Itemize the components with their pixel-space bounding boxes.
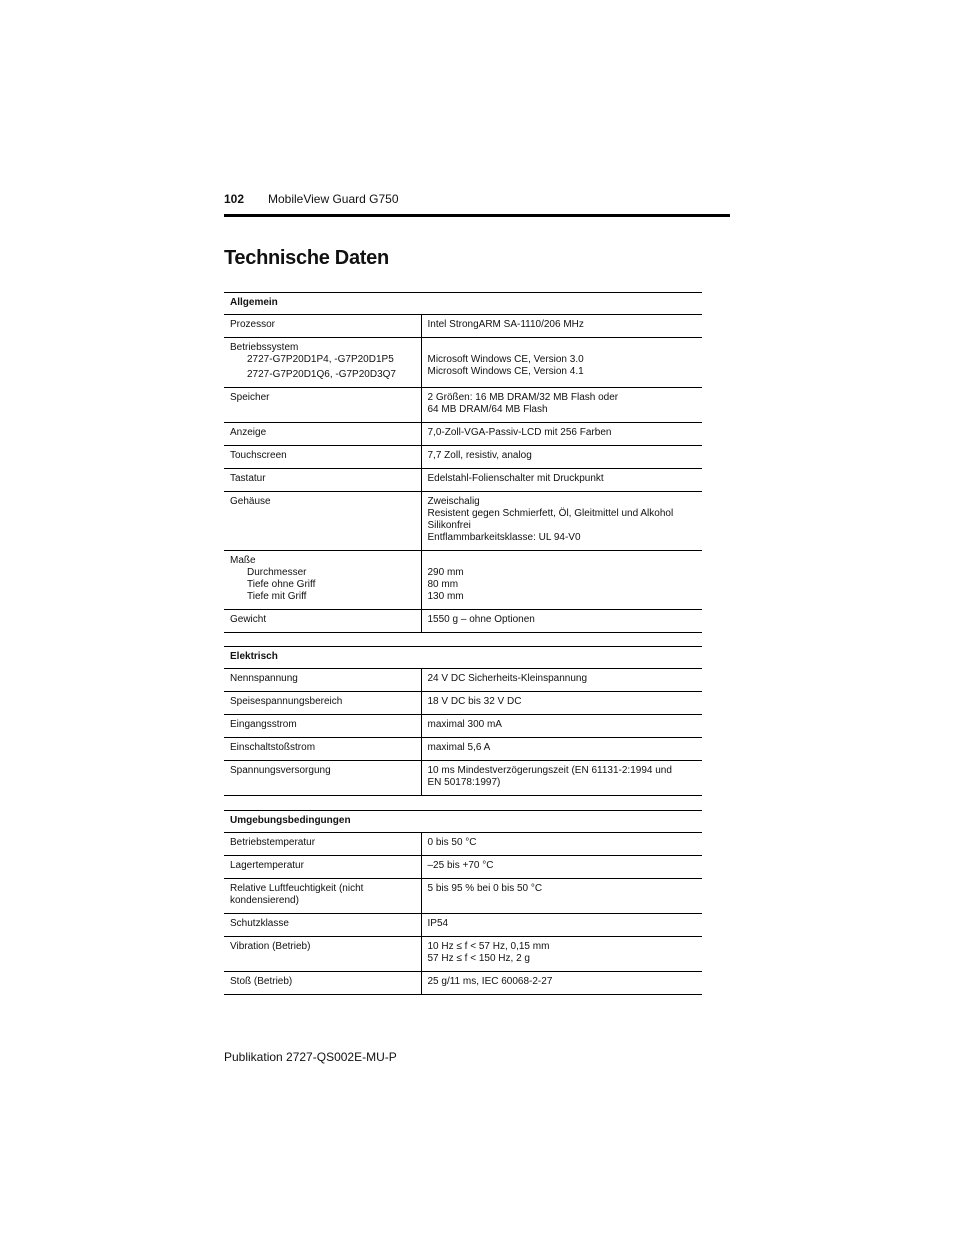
table-row [224, 469, 702, 492]
row-value-line: Zweischalig [427, 496, 480, 507]
row-label: Touchscreen [224, 446, 421, 469]
row-value: 18 V DC bis 32 V DC [421, 692, 702, 715]
row-label: Betriebstemperatur [224, 833, 421, 856]
row-label: Lagertemperatur [224, 856, 421, 879]
row-value: maximal 5,6 A [421, 738, 702, 761]
row-value: –25 bis +70 °C [421, 856, 702, 879]
table-row [224, 315, 702, 338]
table-row [224, 856, 702, 879]
row-label [224, 879, 421, 914]
row-value-line: 10 Hz ≤ f < 57 Hz, 0,15 mm [427, 941, 550, 952]
row-label: Eingangsstrom [224, 715, 421, 738]
row-sublabel: 2727-G7P20D1Q6, -G7P20D3Q7 [247, 369, 396, 380]
row-value-line: Resistent gegen Schmierfett, Öl, Gleitmittel und Alkohol [427, 508, 674, 519]
row-value [421, 761, 702, 796]
table-heading-row [224, 811, 702, 833]
table-row [224, 738, 702, 761]
row-label: Anzeige [224, 423, 421, 446]
row-value: Intel StrongARM SA-1110/206 MHz [421, 315, 702, 338]
row-value: 5 bis 95 % bei 0 bis 50 °C [421, 879, 702, 914]
publication-footer: Publikation 2727-QS002E-MU-P [224, 1050, 397, 1064]
row-value-line: Microsoft Windows CE, Version 3.0 [427, 354, 584, 365]
table-row [224, 551, 702, 610]
section-title: Technische Daten [224, 247, 389, 269]
row-sublabel: Tiefe ohne Griff [247, 579, 316, 590]
row-value [421, 492, 702, 551]
table-row [224, 423, 702, 446]
document-title: MobileView Guard G750 [268, 192, 399, 206]
table-row [224, 972, 702, 995]
row-value: 1550 g – ohne Optionen [421, 610, 702, 633]
row-value-line: Entflammbarkeitsklasse: UL 94-V0 [427, 532, 581, 543]
spec-table-elektrisch [224, 646, 702, 796]
row-sublabel: Tiefe mit Griff [247, 591, 307, 602]
table-row [224, 446, 702, 469]
table-heading: Allgemein [224, 293, 702, 315]
page-number: 102 [224, 192, 245, 206]
row-value-line: 10 ms Mindestverzögerungszeit (EN 61131-2:1994 und [427, 765, 672, 776]
table-row [224, 388, 702, 423]
row-value-line: 2 Größen: 16 MB DRAM/32 MB Flash oder [427, 392, 619, 403]
row-label: Speisespannungsbereich [224, 692, 421, 715]
table-heading: Elektrisch [224, 647, 702, 669]
row-label: Nennspannung [224, 669, 421, 692]
row-value-line: 80 mm [427, 579, 459, 590]
row-label: Prozessor [224, 315, 421, 338]
row-value [421, 551, 702, 610]
row-value: 25 g/11 ms, IEC 60068-2-27 [421, 972, 702, 995]
row-value: IP54 [421, 914, 702, 937]
row-label: Schutzklasse [224, 914, 421, 937]
spec-table-allgemein [224, 292, 702, 633]
table-row [224, 937, 702, 972]
table-row [224, 879, 702, 914]
table-row [224, 715, 702, 738]
row-label: Spannungsversorgung [224, 761, 421, 796]
spec-table-umgebung [224, 810, 702, 995]
table-row [224, 338, 702, 388]
row-sublabel: Durchmesser [247, 567, 307, 578]
row-value-line: EN 50178:1997) [427, 777, 501, 788]
row-value-line: 290 mm [427, 567, 464, 578]
table-row [224, 914, 702, 937]
row-label [224, 551, 421, 610]
row-label-text: Betriebssystem [230, 342, 299, 353]
table-row [224, 669, 702, 692]
row-value-line: 57 Hz ≤ f < 150 Hz, 2 g [427, 953, 530, 964]
table-heading: Umgebungsbedingungen [224, 811, 702, 833]
row-label: Stoß (Betrieb) [224, 972, 421, 995]
row-value-line: Silikonfrei [427, 520, 471, 531]
row-value [421, 388, 702, 423]
header-rule [224, 214, 730, 217]
row-value: maximal 300 mA [421, 715, 702, 738]
row-label [224, 338, 421, 388]
row-value: 7,7 Zoll, resistiv, analog [421, 446, 702, 469]
row-value [421, 937, 702, 972]
row-label-line: kondensierend) [230, 895, 299, 906]
table-row [224, 610, 702, 633]
table-row [224, 492, 702, 551]
table-heading-row [224, 293, 702, 315]
row-label-line: Relative Luftfeuchtigkeit (nicht [230, 883, 364, 894]
row-label: Gehäuse [224, 492, 421, 551]
row-value: Edelstahl-Folienschalter mit Druckpunkt [421, 469, 702, 492]
row-label: Tastatur [224, 469, 421, 492]
row-value: 7,0-Zoll-VGA-Passiv-LCD mit 256 Farben [421, 423, 702, 446]
row-label: Speicher [224, 388, 421, 423]
row-value-line: 64 MB DRAM/64 MB Flash [427, 404, 548, 415]
table-row [224, 761, 702, 796]
row-value [421, 338, 702, 388]
row-label: Gewicht [224, 610, 421, 633]
row-label: Einschaltstoßstrom [224, 738, 421, 761]
row-sublabel: 2727-G7P20D1P4, -G7P20D1P5 [247, 354, 394, 365]
page-header [224, 192, 730, 214]
row-value-line: Microsoft Windows CE, Version 4.1 [427, 366, 584, 377]
table-row [224, 692, 702, 715]
row-label: Vibration (Betrieb) [224, 937, 421, 972]
table-row [224, 833, 702, 856]
row-label-text: Maße [230, 555, 256, 566]
row-value-line: 130 mm [427, 591, 464, 602]
row-value: 24 V DC Sicherheits-Kleinspannung [421, 669, 702, 692]
table-heading-row [224, 647, 702, 669]
row-value: 0 bis 50 °C [421, 833, 702, 856]
